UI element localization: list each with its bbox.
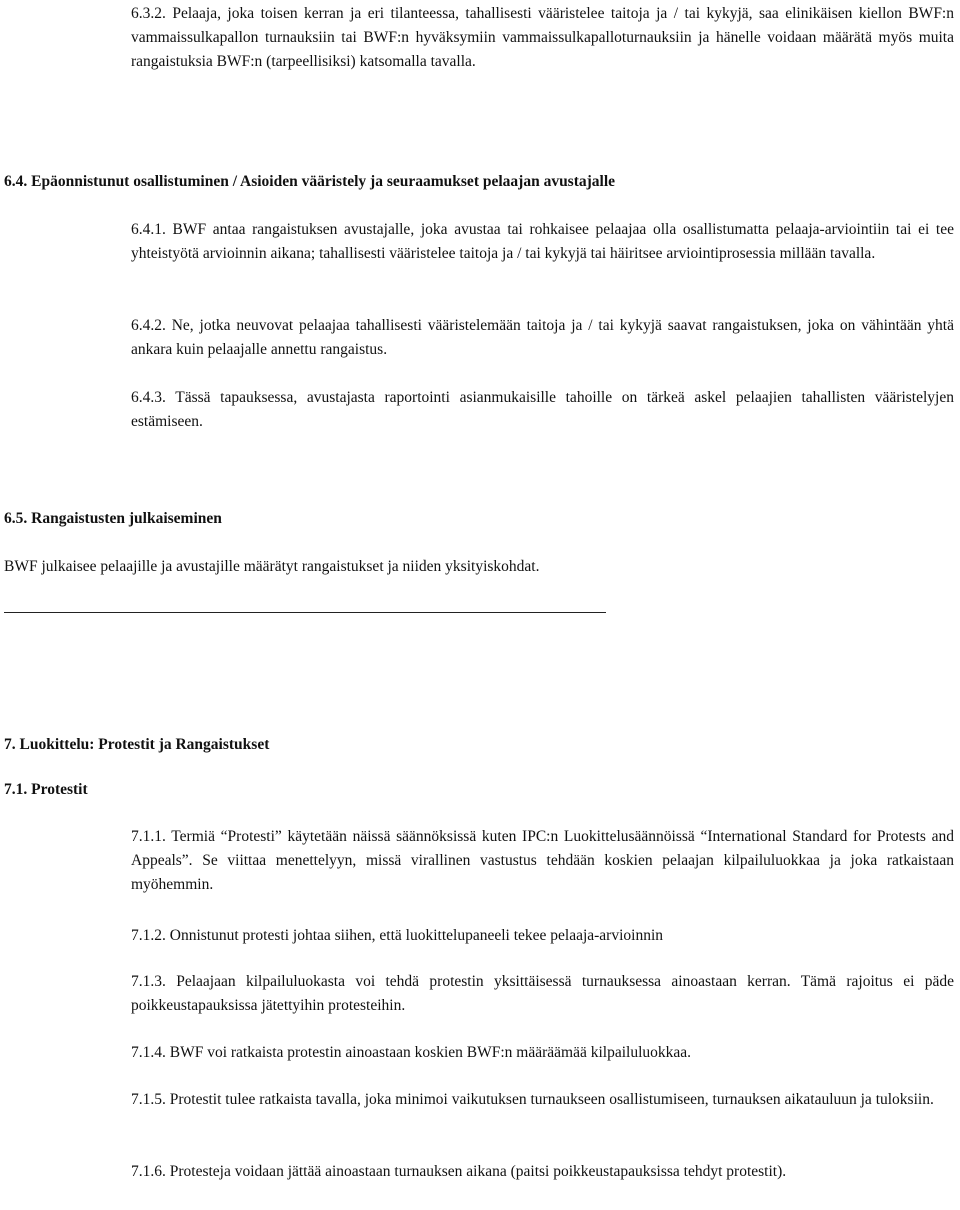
paragraph-7-1-4: 7.1.4. BWF voi ratkaista protestin ainoastaan koskien BWF:n määräämää kilpailuluokkaa. [131, 1044, 692, 1061]
paragraph-7-1-1: 7.1.1. Termiä “Protesti” käytetään näissä säännöksissä kuten IPC:n Luokittelusäännöissä “International Standard for Protests and Appeals”. Se viittaa menettelyyn, missä virallinen vastustus tehdään koskien pelaajan kilpailuluokkaa ja joka ratkaistaan myöhemmin. [131, 828, 954, 893]
paragraph-6-3-2: 6.3.2. Pelaaja, joka toisen kerran ja eri tilanteessa, tahallisesti vääristelee taitoja ja / tai kykyjä, saa elinikäisen kiellon BWF:n vammaissulkapallon turnauksiin tai BWF:n hyväksymiin vammaissulkapalloturnauksiin ja hänelle voidaan määrätä myös muita rangaistuksia BWF:n (tarpeellisiksi) katsomalla tavalla. [131, 5, 954, 70]
paragraph-7-1-2: 7.1.2. Onnistunut protesti johtaa siihen, että luokittelupaneeli tekee pelaaja-arvioinnin [131, 927, 664, 944]
separator-line [4, 612, 606, 613]
heading-7: 7. Luokittelu: Protestit ja Rangaistukset [4, 736, 270, 753]
paragraph-6-4-1: 6.4.1. BWF antaa rangaistuksen avustajalle, joka avustaa tai rohkaisee pelaajaa olla osallistumatta pelaaja-arviointiin tai ei tee yhteistyötä arvioinnin aikana; tahallisesti vääristelee taitoja ja / tai kykyjä tai häiritsee arviointiprosessia millään tavalla. [131, 221, 954, 262]
paragraph-7-1-3: 7.1.3. Pelaajaan kilpailuluokasta voi tehdä protestin yksittäisessä turnauksessa ainoastaan kerran. Tämä rajoitus ei päde poikkeustapauksissa jätettyihin protesteihin. [131, 973, 954, 1014]
heading-6-5: 6.5. Rangaistusten julkaiseminen [4, 510, 222, 527]
paragraph-7-1-6: 7.1.6. Protesteja voidaan jättää ainoastaan turnauksen aikana (paitsi poikkeustapauksissa tehdyt protestit). [131, 1163, 787, 1180]
heading-7-1: 7.1. Protestit [4, 781, 88, 798]
paragraph-6-5: BWF julkaisee pelaajille ja avustajille määrätyt rangaistukset ja niiden yksityiskohdat. [4, 558, 540, 575]
paragraph-6-4-2: 6.4.2. Ne, jotka neuvovat pelaajaa tahallisesti vääristelemään taitoja ja / tai kykyjä saavat rangaistuksen, joka on vähintään yhtä ankara kuin pelaajalle annettu rangaistus. [131, 317, 954, 358]
paragraph-6-4-3: 6.4.3. Tässä tapauksessa, avustajasta raportointi asianmukaisille tahoille on tärkeä askel pelaajien tahallisten vääristelyjen estämiseen. [131, 389, 954, 430]
paragraph-7-1-5: 7.1.5. Protestit tulee ratkaista tavalla, joka minimoi vaikutuksen turnaukseen osallistumiseen, turnauksen aikatauluun ja tuloksiin. [131, 1091, 934, 1108]
heading-6-4: 6.4. Epäonnistunut osallistuminen / Asioiden vääristely ja seuraamukset pelaajan avustajalle [4, 173, 616, 190]
